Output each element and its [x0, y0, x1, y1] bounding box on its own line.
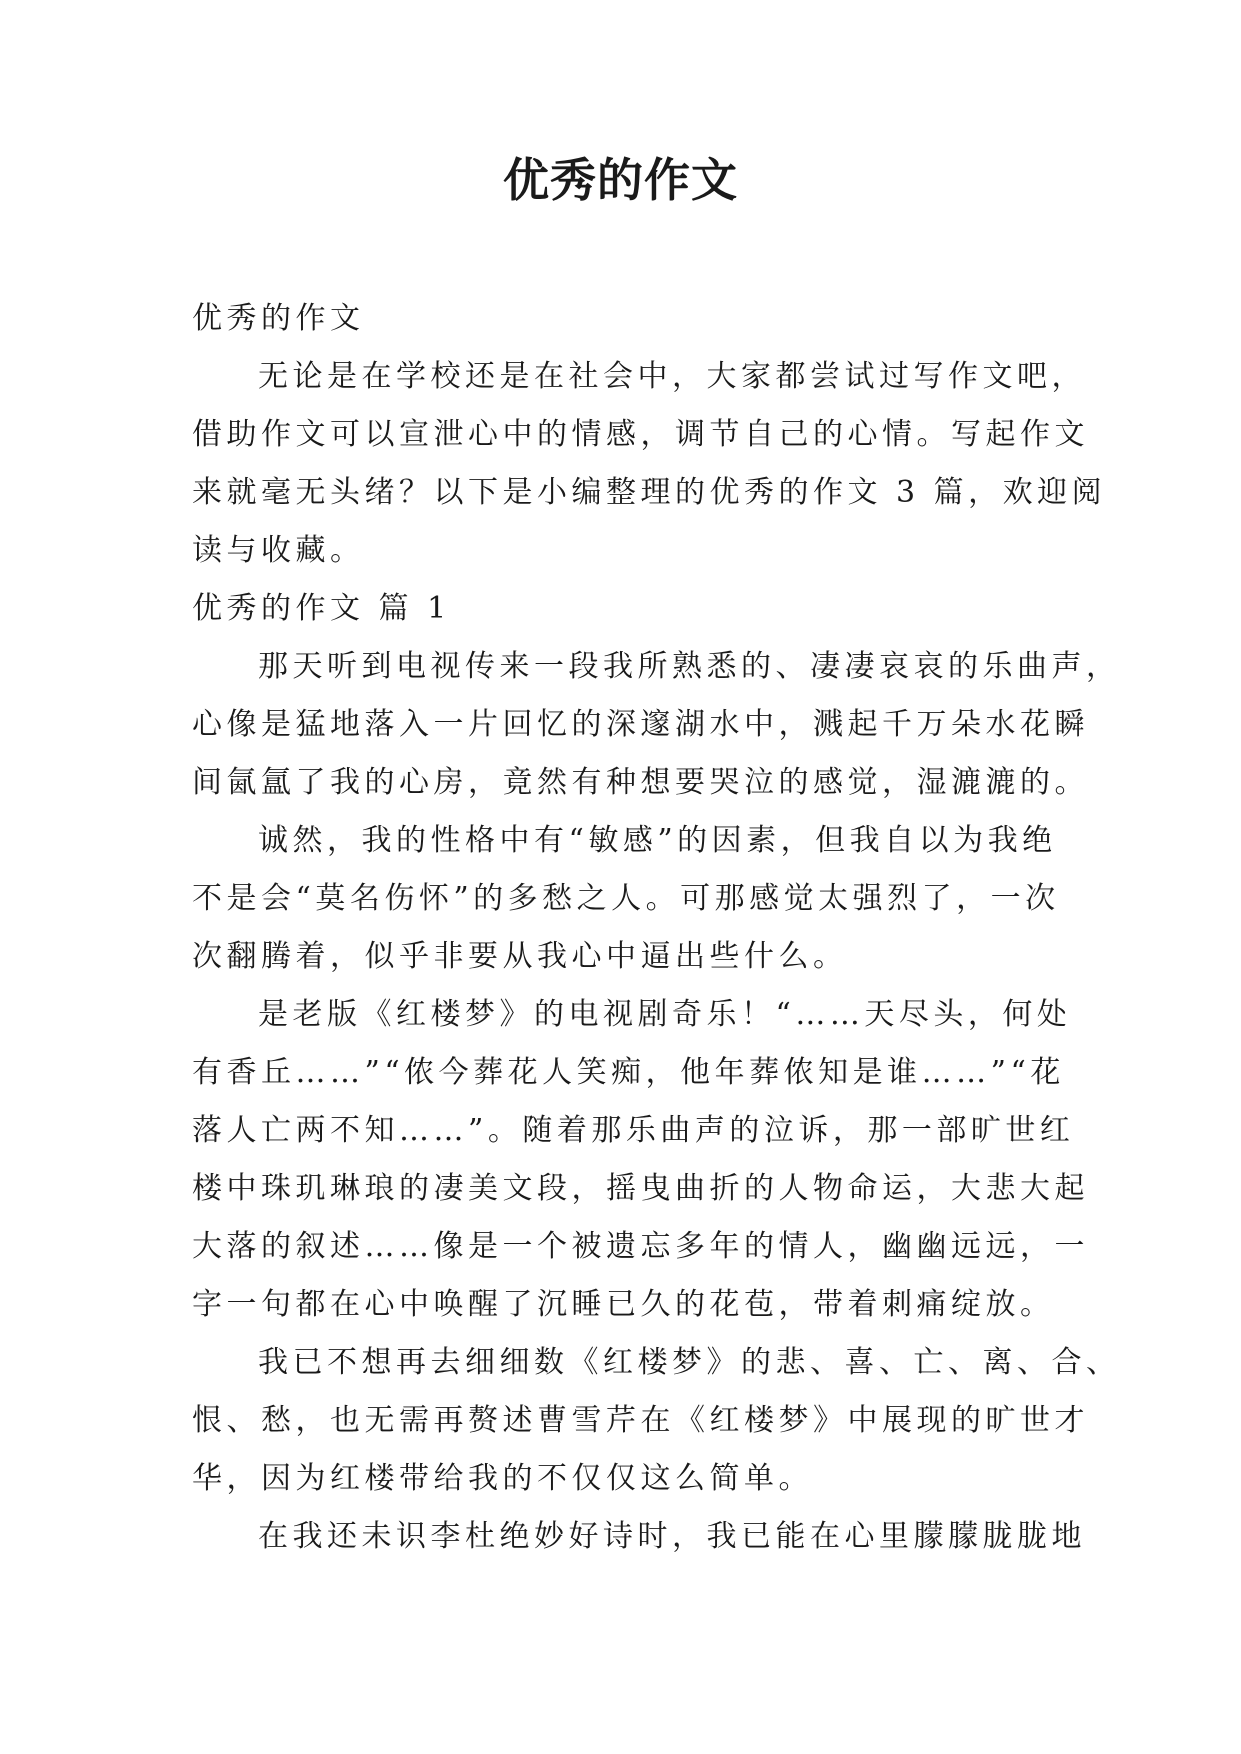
paragraph [192, 1334, 1121, 1508]
paragraph-line: 次翻腾着，似乎非要从我心中逼出些什么。 [192, 939, 848, 974]
paragraph-line: 来就毫无头绪？以下是小编整理的优秀的作文 3 篇，欢迎阅 [192, 475, 1107, 510]
section-heading [192, 580, 1054, 638]
heading-text: 优秀的作文 [192, 301, 365, 336]
paragraph [192, 638, 1121, 812]
document-body [192, 290, 1121, 1566]
paragraph-line: 心像是猛地落入一片回忆的深邃湖水中，溅起千万朵水花瞬 [192, 707, 1089, 742]
paragraph-line: 诚然，我的性格中有“敏感”的因素，但我自以为我绝 [258, 823, 1057, 858]
paragraph-line: 我已不想再去细细数《红楼梦》的悲、喜、亡、离、合、 [258, 1345, 1121, 1380]
section-heading [192, 290, 1054, 348]
paragraph-line: 字一句都在心中唤醒了沉睡已久的花苞，带着刺痛绽放。 [192, 1287, 1055, 1322]
document-title: 优秀的作文 [503, 153, 738, 207]
paragraph [192, 812, 1060, 986]
paragraph-line: 华，因为红楼带给我的不仅仅这么简单。 [192, 1461, 813, 1496]
paragraph [192, 1508, 1086, 1566]
paragraph-line: 有香丘……”“侬今葬花人笑痴，他年葬侬知是谁……”“花 [192, 1055, 1065, 1090]
paragraph-line: 读与收藏。 [192, 533, 365, 568]
paragraph-line: 大落的叙述……像是一个被遗忘多年的情人，幽幽远远，一 [192, 1229, 1089, 1264]
paragraph-line: 在我还未识李杜绝妙好诗时，我已能在心里朦朦胧胧地 [258, 1519, 1086, 1554]
paragraph [192, 348, 1107, 580]
paragraph-line: 楼中珠玑琳琅的凄美文段，摇曳曲折的人物命运，大悲大起 [192, 1171, 1089, 1206]
paragraph-line: 无论是在学校还是在社会中，大家都尝试过写作文吧， [258, 359, 1086, 394]
paragraph-line: 恨、愁，也无需再赘述曹雪芹在《红楼梦》中展现的旷世才 [192, 1403, 1089, 1438]
paragraph-line: 落人亡两不知……”。随着那乐曲声的泣诉，那一部旷世红 [192, 1113, 1075, 1148]
heading-text: 优秀的作文 篇 1 [192, 591, 451, 626]
paragraph-line: 借助作文可以宣泄心中的情感，调节自己的心情。写起作文 [192, 417, 1089, 452]
paragraph-line: 那天听到电视传来一段我所熟悉的、凄凄哀哀的乐曲声， [258, 649, 1121, 684]
paragraph-line: 不是会“莫名伤怀”的多愁之人。可那感觉太强烈了，一次 [192, 881, 1060, 916]
paragraph [192, 986, 1089, 1334]
paragraph-line: 是老版《红楼梦》的电视剧奇乐！“……天尽头，何处 [258, 997, 1072, 1032]
paragraph-line: 间氤氲了我的心房，竟然有种想要哭泣的感觉，湿漉漉的。 [192, 765, 1089, 800]
